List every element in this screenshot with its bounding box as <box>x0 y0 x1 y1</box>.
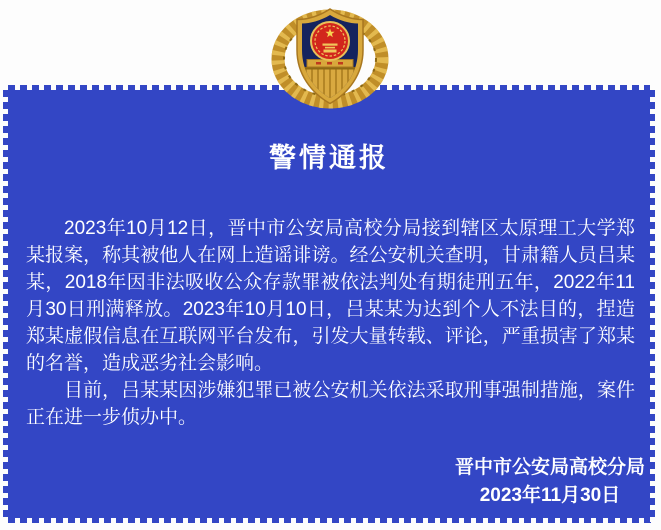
notice-title: 警情通报 <box>269 143 389 173</box>
police-badge-emblem <box>270 2 390 114</box>
notice-body <box>3 215 655 431</box>
perforation-border-bottom <box>3 518 655 523</box>
notice-paragraph-2: 目前，吕某某因涉嫌犯罪已被公安机关依法采取刑事强制措施，案件正在进一步侦办中。 <box>26 380 635 428</box>
notice-paragraph-1: 2023年10月12日，晋中市公安局高校分局接到辖区太原理工大学郑某报案，称其被他人在网上造谣诽谤。经公安机关查明，甘肃籍人员吕某某，2018年因非法吸收公众存款罪被依法判处有期徒刑五年，2022年11月30日刑满释放。2023年10月10日，吕某某为达到个人不法目的，捏造郑某虚假信息在互联网平台发布，引发大量转载、评论，严重损害了郑某的名誉，造成恶劣社会影响。 <box>26 218 635 374</box>
perforation-border-right <box>650 85 655 523</box>
signature-block <box>3 455 655 511</box>
issue-date: 2023年11月30日 <box>479 485 621 506</box>
issuing-authority: 晋中市公安局高校分局 <box>454 457 645 478</box>
notice-panel <box>3 85 655 523</box>
police-badge-icon <box>270 2 390 114</box>
perforation-border-left <box>3 85 8 523</box>
